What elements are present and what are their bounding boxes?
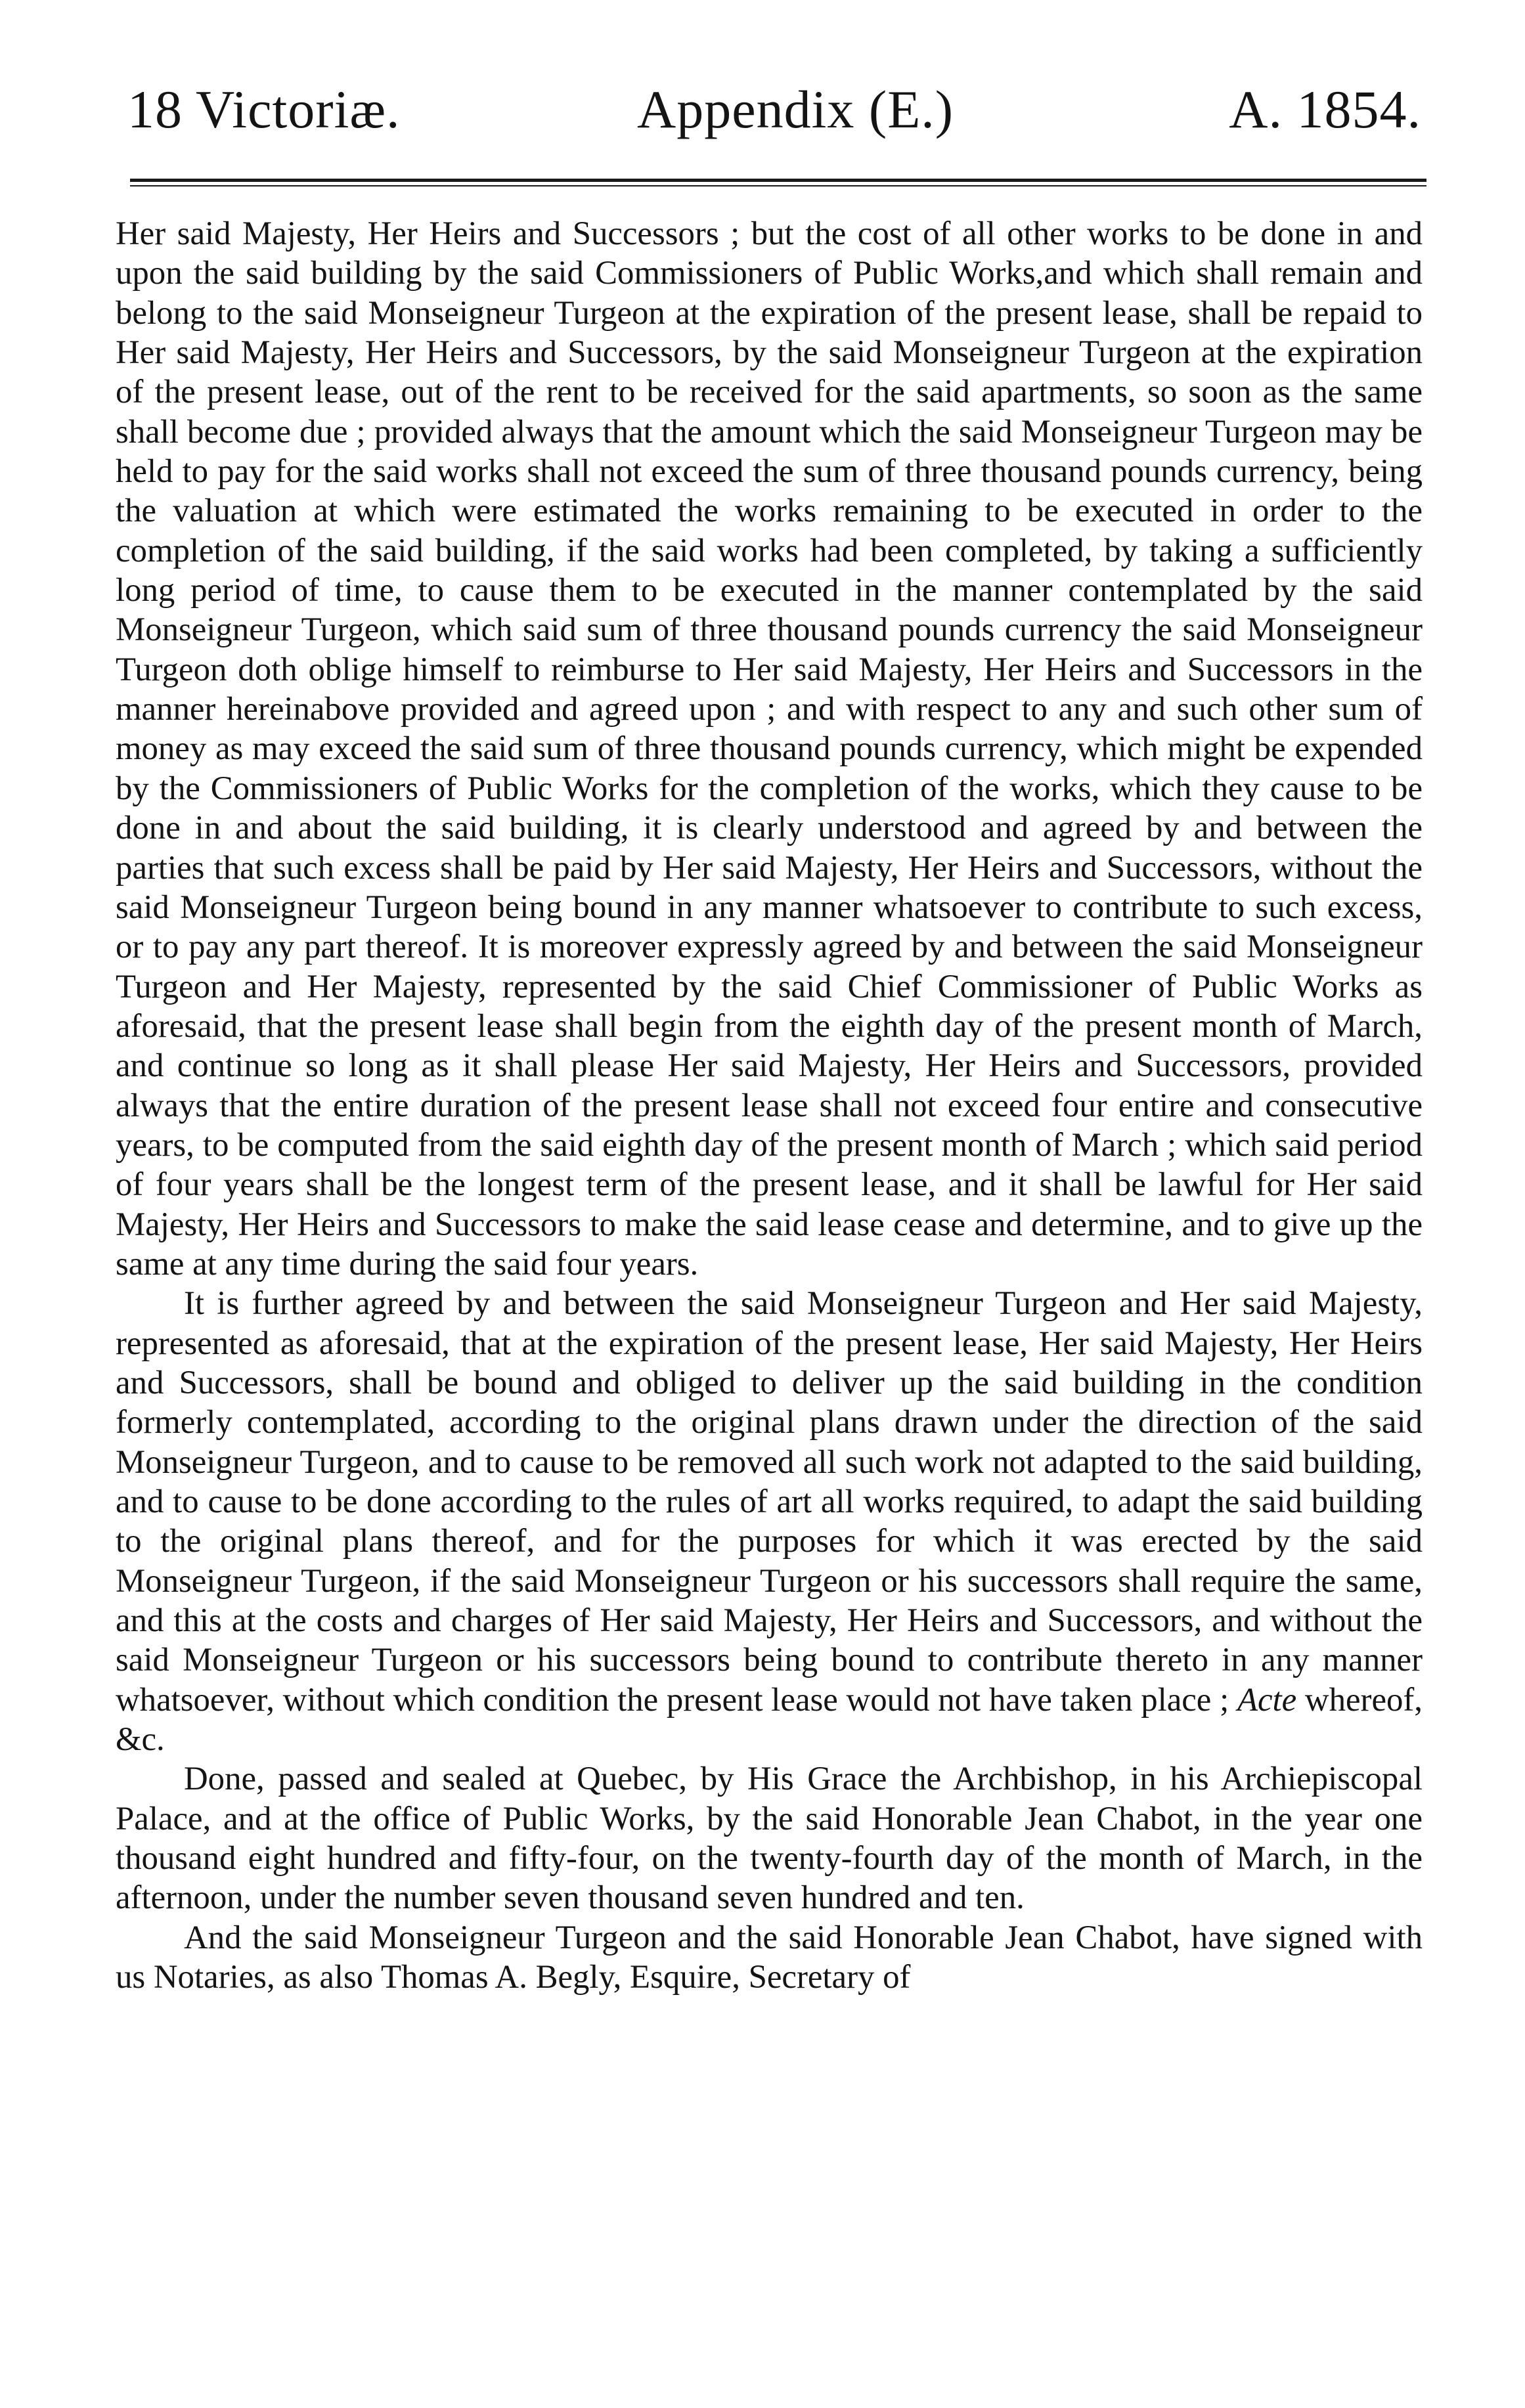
paragraph-signatures: [116, 1917, 1423, 1997]
acte-italic: Acte: [1237, 1680, 1297, 1718]
paragraph-text: Done, passed and sealed at Quebec, by His Grace the Archbishop, in his Archiepiscopal Palace, and at the office of Public Works, by the said Honorable Jean Chabot, in the year one thousand eight hundred and fifty-four, on the twenty-fourth day of the month of March, in the afternoon, under the number seven thousand seven hundred and ten.: [116, 1760, 1423, 1916]
header-rule-thin: [130, 185, 1426, 186]
paragraph-done-passed: [116, 1759, 1423, 1917]
paragraph-lease-costs: [116, 213, 1423, 1283]
paragraph-text: It is further agreed by and between the said Monseigneur Turgeon and Her said Majesty, represented as aforesaid, that at the expiration of the present lease, Her said Majesty, Her Heirs and Successors, shall be bound and obliged to deliver up the said building in the condition formerly contemplated, according to the original plans drawn under the direction of the said Monseigneur Turgeon, and to cause to be removed all such work not adapted to the said building, and to cause to be done according to the rules of art all works required, to adapt the said building to the original plans thereof, and for the purposes for which it was erected by the said Monseigneur Turgeon, if the said Monseigneur Turgeon or his successors shall require the same, and this at the costs and charges of Her said Majesty, Her Heirs and Successors, and without the said Monseigneur Turgeon or his successors being bound to contribute thereto in any manner whatsoever, without which condition the present lease would not have taken place ;: [116, 1284, 1423, 1718]
header-appendix: Appendix (E.): [637, 79, 954, 139]
paragraph-text: And the said Monseigneur Turgeon and the said Honorable Jean Chabot, have signed with us Notaries, as also Thomas A. Begly, Esquire, Secretary of: [116, 1918, 1423, 1996]
body-text: [116, 213, 1423, 1996]
running-header: [118, 74, 1425, 146]
paragraph-text: Her said Majesty, Her Heirs and Successors ; but the cost of all other works to be done in and upon the said building by the said Commissioners of Public Works,and which shall remain and belong to the said Monseigneur Turgeon at the expiration of the present lease, shall be repaid to Her said Majesty, Her Heirs and Successors, by the said Monseigneur Turgeon at the expiration of the present lease, out of the rent to be received for the said apartments, so soon as the same shall become due ; provided always that the amount which the said Monseigneur Turgeon may be held to pay for the said works shall not exceed the sum of three thousand pounds currency, being the valuation at which were estimated the works remaining to be executed in order to the completion of the said building, if the said works had been completed, by taking a sufficiently long period of time, to cause them to be executed in the manner contemplated by the said Monseigneur Turgeon, which said sum of three thousand pounds currency the said Monseigneur Turgeon doth oblige himself to reimburse to Her said Majesty, Her Heirs and Successors in the manner hereinabove provided and agreed upon ; and with respect to any and such other sum of money as may exceed the said sum of three thousand pounds currency, which might be expended by the Commissioners of Public Works for the completion of the works, which they cause to be done in and about the said building, it is clearly understood and agreed by and between the parties that such excess shall be paid by Her said Majesty, Her Heirs and Successors, without the said Monseigneur Turgeon being bound in any manner whatsoever to contribute to such excess, or to pay any part thereof. It is moreover expressly agreed by and between the said Monseigneur Turgeon and Her Majesty, represented by the said Chief Commissioner of Public Works as aforesaid, that the present lease shall begin from the eighth day of the present month of March, and continue so long as it shall please Her said Majesty, Her Heirs and Successors, provided always that the entire duration of the present lease shall not exceed four entire and consecutive years, to be computed from the said eighth day of the present month of March ; which said period of four years shall be the longest term of the present lease, and it shall be lawful for Her said Majesty, Her Heirs and Successors to make the said lease cease and determine, and to give up the same at any time during the said four years.: [116, 215, 1423, 1282]
paragraph-tail: whereof, &c.: [116, 1680, 1423, 1758]
header-rule-thick: [130, 179, 1426, 182]
header-year: A. 1854.: [1229, 79, 1421, 139]
header-session: 18 Victoriæ.: [127, 79, 401, 139]
paragraph-delivery-condition: [116, 1283, 1423, 1759]
